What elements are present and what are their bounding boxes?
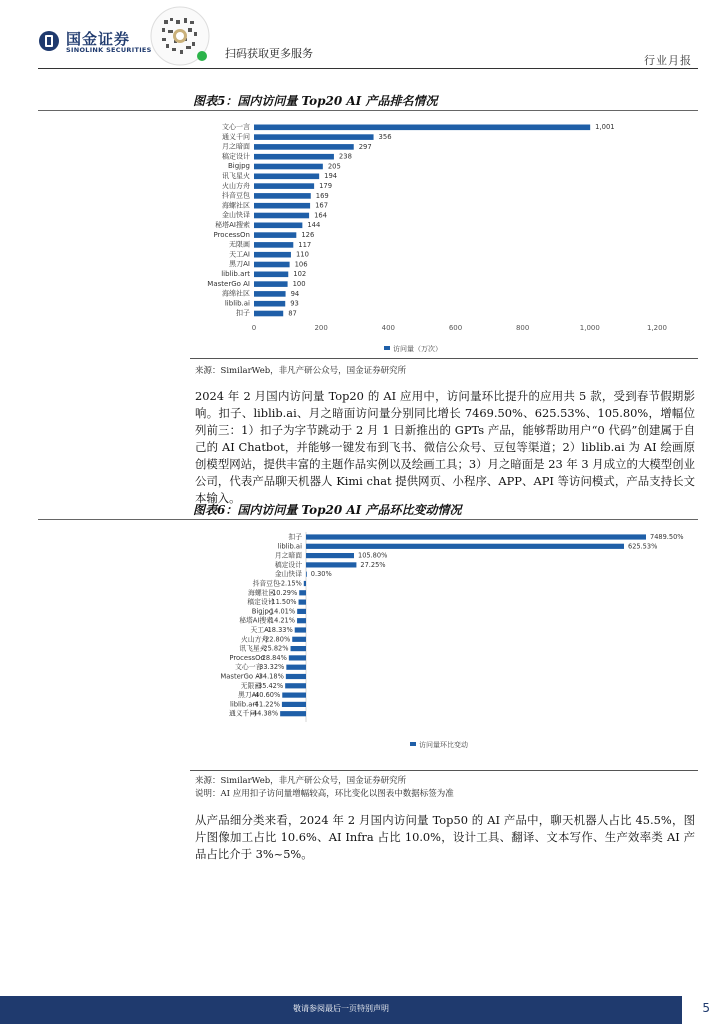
figure6-category-label: 文心一言 — [235, 663, 263, 672]
figure5-category-label: ProcessOn — [213, 230, 250, 239]
figure5-category-label: 抖音豆包 — [222, 191, 250, 200]
figure6-title: 图表6：国内访问量 Top20 AI 产品环比变动情况 — [193, 503, 462, 517]
figure5-category-label: 文心一言 — [222, 123, 250, 131]
figure6-category-label: 天工AI — [250, 626, 271, 634]
figure6-category-label: 火山方舟 — [241, 635, 269, 644]
figure5-bar — [254, 203, 310, 209]
figure6-bar — [280, 711, 306, 716]
figure6-category-label: 稿定设计 — [247, 598, 275, 607]
header-divider — [38, 68, 698, 69]
figure5-value-label: 144 — [307, 221, 321, 230]
figure5-title: 图表5：国内访问量 Top20 AI 产品排名情况 — [193, 94, 438, 108]
figure6-bar — [285, 683, 306, 688]
figure5-bar — [254, 281, 288, 287]
figure6-value-label: -11.50% — [269, 598, 297, 607]
figure6-value-label: -44.38% — [250, 709, 279, 718]
figure5-category-label: 海绵社区 — [222, 289, 250, 298]
figure5-category-label: 黑刀AI — [229, 260, 250, 269]
figure5-tick-label: 0 — [251, 324, 257, 332]
figure5-tick-label: 800 — [515, 324, 530, 332]
figure5-value-label: 194 — [324, 172, 338, 181]
figure5-tick-label: 1,200 — [646, 324, 668, 332]
figure6-bar — [304, 581, 306, 586]
figure6-value-label: 27.25% — [360, 560, 386, 569]
figure6-bar — [289, 655, 306, 660]
figure5-bar — [254, 193, 311, 199]
figure6-bar — [282, 702, 306, 707]
figure5-category-label: 天工AI — [229, 250, 250, 259]
figure6-bar — [306, 544, 624, 549]
figure5-rule — [190, 358, 698, 359]
figure6-category-label: 通义千问 — [228, 709, 257, 718]
figure5-value-label: 94 — [290, 289, 300, 298]
figure6-title-bar — [38, 501, 698, 520]
figure5-category-label: 月之暗面 — [222, 142, 250, 151]
figure6-category-label: 稿定设计 — [274, 560, 302, 569]
figure5-value-label: 297 — [358, 142, 372, 151]
figure5-category-label: Bigjpg — [227, 162, 250, 171]
figure5-value-label: 117 — [298, 240, 312, 249]
figure5-value-label: 169 — [315, 191, 329, 200]
figure5-tick-label: 1,000 — [579, 324, 600, 332]
figure6-bar — [299, 590, 306, 595]
figure6-value-label: -14.21% — [267, 616, 296, 625]
brand-name: 国金证券 — [66, 30, 131, 48]
qr-caption: 扫码获取更多服务 — [225, 47, 313, 60]
figure5-category-label: 扣子 — [236, 309, 250, 318]
figure6-category-label: 讯飞星火 — [239, 644, 267, 653]
figure6-bar — [286, 674, 306, 679]
figure5-bar — [254, 154, 334, 160]
figure6-value-label: -28.84% — [259, 653, 287, 662]
figure6-value-label: -10.29% — [269, 588, 298, 597]
figure6-bar — [295, 627, 306, 632]
figure5-value-label: 167 — [315, 201, 329, 210]
figure6-bar — [286, 665, 306, 670]
figure6-value-label: -34.18% — [256, 672, 284, 681]
figure5-value-label: 126 — [301, 231, 315, 239]
figure6-category-label: 抖音豆包 — [252, 579, 280, 588]
page-header — [0, 0, 724, 70]
figure5-bar — [254, 213, 309, 219]
figure6-rule — [190, 770, 698, 771]
document-type: 行业月报 — [644, 54, 692, 67]
figure5-legend-label: 访问量（万次） — [393, 345, 442, 353]
figure5-value-label: 87 — [288, 309, 297, 318]
figure6-bar — [306, 534, 646, 539]
figure6-source: 来源：SimilarWeb，非凡产研公众号，国金证券研究所 — [195, 776, 407, 786]
figure6-legend-swatch — [410, 742, 416, 746]
figure6-value-label: -33.32% — [256, 663, 285, 672]
figure6-value-label: 7489.50% — [650, 533, 684, 541]
figure6-legend-label: 访问量环比变动 — [419, 741, 468, 749]
figure6-value-label: 105.80% — [358, 551, 388, 560]
figure5-bar — [254, 291, 286, 297]
figure6-value-label: -25.82% — [261, 644, 289, 653]
figure6-bar — [297, 618, 306, 623]
figure5-bar — [254, 252, 291, 258]
figure5-bar — [254, 183, 314, 189]
figure5-tick-label: 400 — [381, 324, 396, 332]
figure5-bar — [254, 164, 323, 170]
figure6-category-label: 海螺社区 — [248, 588, 276, 597]
figure6-bar — [306, 562, 356, 567]
figure6-value-label: 625.53% — [628, 542, 658, 551]
figure5-bar — [254, 301, 285, 307]
figure5-tick-label: 200 — [314, 324, 328, 332]
figure6-category-label: 扣子 — [288, 533, 302, 541]
figure5-category-label: 讯飞星火 — [222, 172, 250, 180]
figure5-bar — [254, 134, 374, 140]
figure5-category-label: liblib.ai — [224, 299, 250, 308]
figure5-bar — [254, 311, 283, 317]
figure5-category-label: 通义千问 — [222, 132, 250, 141]
figure5-value-label: 179 — [319, 182, 333, 190]
figure5-bar — [254, 125, 590, 131]
figure5-value-label: 1,001 — [595, 123, 615, 132]
figure6-category-label: 秘塔AI搜索 — [239, 616, 274, 625]
figure5-value-label: 238 — [338, 152, 352, 161]
figure6-value-label: -18.33% — [265, 626, 293, 634]
figure5-value-label: 110 — [295, 250, 309, 259]
figure6-category-label: 黑刀AI — [238, 691, 259, 700]
figure5-bar — [254, 223, 302, 229]
figure6-bar — [299, 600, 306, 605]
qr-code-icon[interactable] — [150, 6, 210, 66]
paragraph-segments: 从产品细分类来看，2024 年 2 月国内访问量 Top50 的 AI 产品中，聊天机器人占比 45.5%，图片图像加工占比 10.6%、AI Infra 占比 10.0%，设计工具、翻译、文本写作、生产效率类 AI 产品占比介于 3%~5%。 — [195, 813, 695, 861]
figure5-legend-swatch — [384, 346, 390, 350]
figure5-category-label: 火山方舟 — [222, 181, 250, 190]
figure6-bar — [297, 609, 306, 614]
figure5-tick-label: 600 — [448, 324, 463, 332]
sinolink-logo-icon — [38, 30, 60, 52]
figure5-category-label: 秘塔AI搜索 — [215, 221, 250, 229]
figure5-chart — [190, 116, 698, 356]
figure5-bar — [254, 242, 293, 248]
figure6-value-label: -2.15% — [278, 579, 302, 588]
figure6-chart — [190, 526, 698, 768]
figure6-category-label: liblib.art — [229, 700, 258, 709]
figure5-value-label: 106 — [294, 260, 308, 269]
figure6-category-label: MasterGo AI — [220, 672, 262, 681]
figure5-source: 来源：SimilarWeb，非凡产研公众号，国金证券研究所 — [195, 366, 407, 376]
figure6-value-label: -22.80% — [262, 635, 291, 644]
figure5-title-bar — [38, 92, 698, 111]
figure5-bar — [254, 174, 319, 180]
figure5-value-label: 356 — [378, 133, 392, 141]
figure5-bar — [254, 262, 290, 268]
figure5-value-label: 102 — [293, 270, 307, 279]
figure6-category-label: 无限画 — [240, 681, 262, 690]
figure6-bar — [282, 693, 306, 698]
figure6-value-label: -41.22% — [252, 700, 280, 709]
figure6-category-label: Bigjpg — [251, 607, 274, 616]
figure5-category-label: 无限画 — [229, 240, 250, 249]
figure6-category-label: ProcessOn — [229, 653, 265, 662]
figure6-note: 说明：AI 应用扣子访问量增幅较高，环比变化以图表中数据标签为准 — [195, 789, 454, 799]
figure6-category-label: liblib.ai — [277, 542, 302, 551]
figure6-value-label: -40.60% — [252, 691, 281, 700]
figure6-bar — [306, 553, 354, 558]
figure5-category-label: liblib.art — [221, 270, 250, 278]
footer-disclaimer[interactable]: 敬请参阅最后一页特别声明 — [293, 1004, 389, 1013]
figure5-bar — [254, 272, 288, 278]
figure5-value-label: 205 — [327, 162, 341, 171]
page-number: 5 — [702, 1001, 710, 1015]
figure6-value-label: -14.01% — [267, 607, 296, 616]
figure5-category-label: 稿定设计 — [222, 152, 250, 161]
figure5-category-label: 海螺社区 — [222, 201, 250, 210]
figure5-value-label: 164 — [314, 211, 328, 220]
figure6-bar — [291, 646, 306, 651]
figure6-value-label: -35.42% — [255, 681, 284, 690]
figure5-value-label: 100 — [292, 280, 306, 288]
figure5-value-label: 93 — [290, 299, 299, 308]
figure5-category-label: MasterGo AI — [207, 279, 250, 288]
figure6-value-label: 0.30% — [310, 570, 332, 579]
paragraph-analysis: 2024 年 2 月国内访问量 Top20 的 AI 应用中，访问量环比提升的应用共 5 款，受到春节假期影响。扣子、liblib.ai、月之暗面访问量分别同比增长 7469.50%、625.53%、105.80%，增幅位列前三：1）扣子为字节跳动于 2 月 1 日新推出的 GPTs 产品，能够帮助用户“0 代码”创建属于自己的 AI Chatbot，并能够一键发布到飞书、微信公众号、豆包等渠道；2）liblib.ai 为 AI 绘画原创模型网站，提供丰富的主题作品实例以及绘画工具；3）月之暗面是 23 年 3 月成立的大模型创业公司，代表产品聊天机器人 Kimi chat 提供网页、小程序、APP、API 等访问模式，产品支持长文本输入。 — [195, 389, 695, 505]
figure6-bar — [306, 572, 307, 577]
figure6-category-label: 金山快译 — [274, 570, 302, 579]
brand-name-en: SINOLINK SECURITIES — [66, 46, 152, 54]
figure6-category-label: 月之暗面 — [274, 551, 302, 560]
figure5-category-label: 金山快译 — [222, 211, 250, 220]
figure5-bar — [254, 144, 354, 150]
figure6-bar — [292, 637, 306, 642]
figure5-bar — [254, 232, 296, 238]
